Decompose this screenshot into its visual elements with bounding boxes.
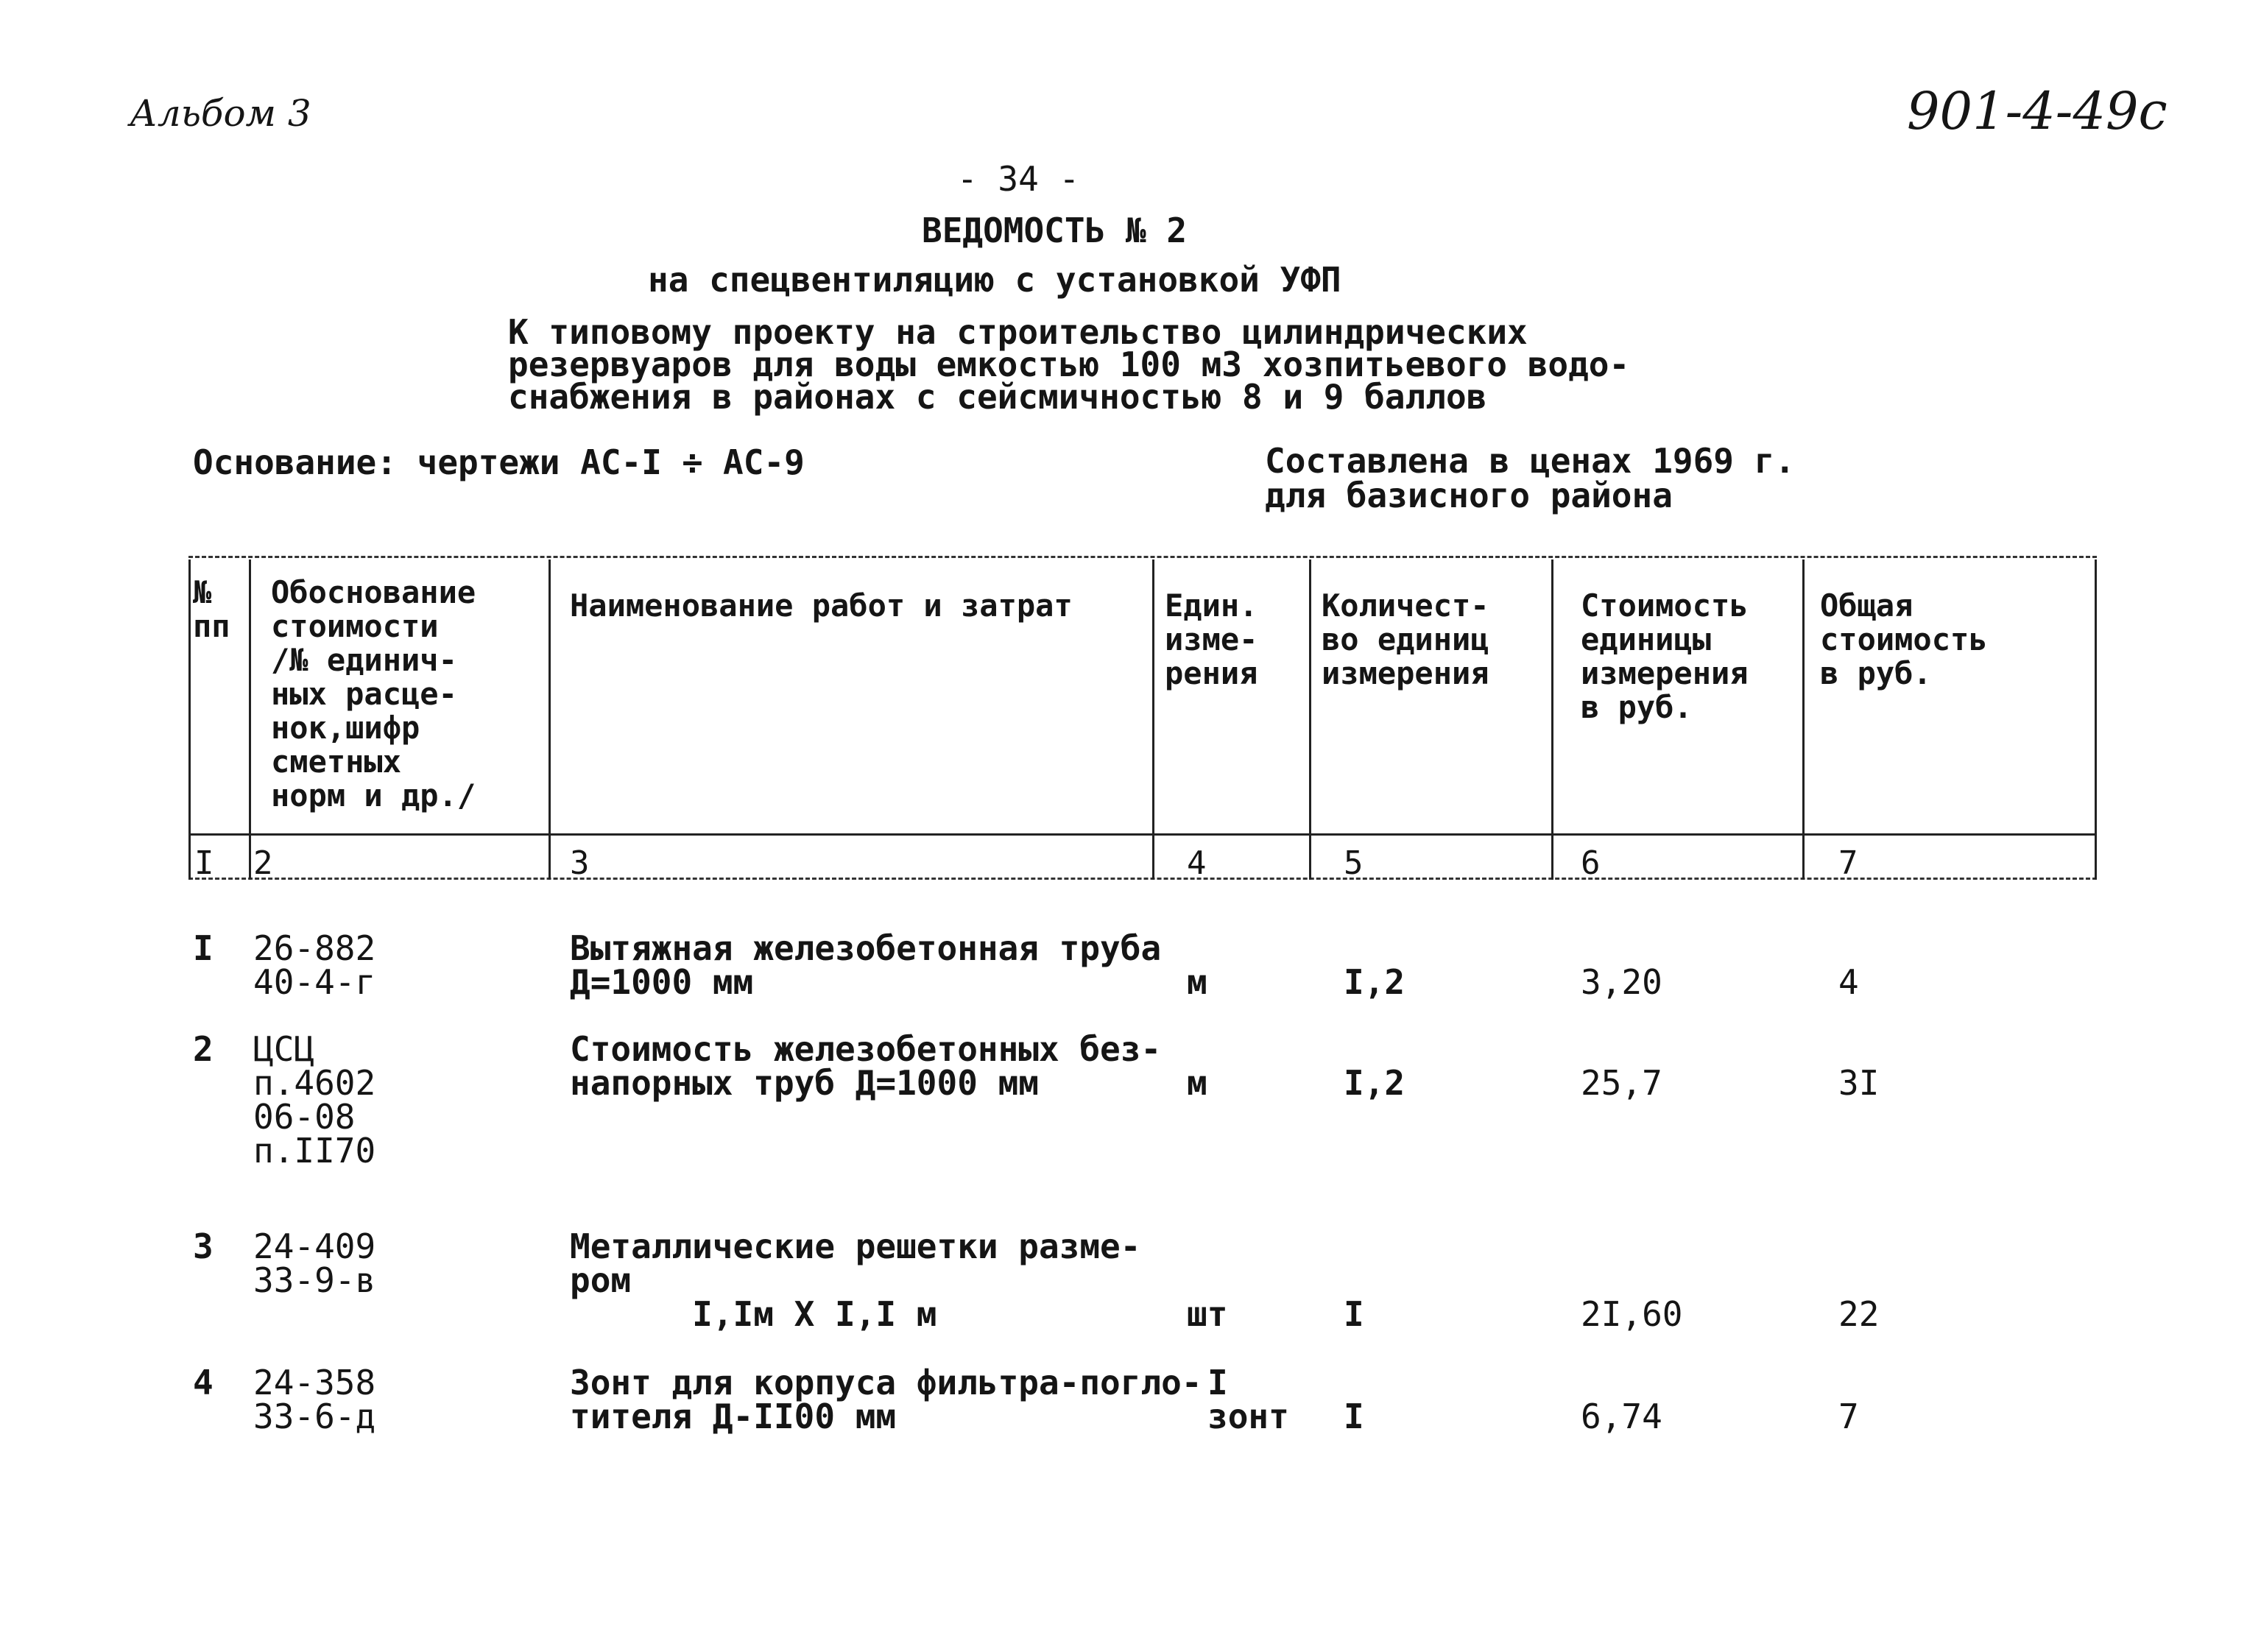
- column-number: 7: [1838, 844, 1858, 882]
- row-number: 3: [193, 1226, 214, 1266]
- header-work-name: Наименование работ и затрат: [570, 587, 1073, 624]
- table-header-rule: [188, 833, 2097, 836]
- header-basis: Обоснование стоимости /№ единич- ных расце- нок,шифр сметных норм и др./: [271, 574, 476, 813]
- table-border-left: [188, 560, 191, 880]
- column-divider: [1802, 560, 1805, 880]
- table-top-rule: [188, 556, 2097, 558]
- statement-subtitle: на спецвентиляцию с установкой УФП: [648, 260, 1341, 300]
- table-colnum-rule: [188, 878, 2097, 880]
- row-number: 2: [193, 1029, 214, 1069]
- row-unit-cost: 6,74: [1581, 1397, 1662, 1436]
- column-divider: [1551, 560, 1553, 880]
- table-border-right: [2095, 560, 2097, 880]
- description-line-2: резервуаров для воды емкостью 100 м3 хозпитьевого водо-: [508, 345, 1630, 384]
- header-total-cost: Общая стоимость в руб.: [1820, 587, 1988, 691]
- header-unit-cost: Стоимость единицы измерения в руб.: [1581, 587, 1749, 725]
- row-work-name: Зонт для корпуса фильтра-погло- тителя Д-II00 мм: [570, 1363, 1202, 1436]
- row-total-cost: 4: [1838, 962, 1859, 1002]
- row-unit: м: [1187, 1063, 1207, 1103]
- column-divider: [249, 560, 251, 880]
- header-quantity: Количест- во единиц измерения: [1322, 587, 1489, 691]
- row-unit: шт: [1187, 1294, 1228, 1334]
- row-unit-cost: 2I,60: [1581, 1294, 1683, 1334]
- statement-title: ВЕДОМОСТЬ № 2: [922, 211, 1188, 250]
- prices-note-1: Составлена в ценах 1969 г.: [1265, 441, 1796, 481]
- row-work-name: Вытяжная железобетонная труба Д=1000 мм: [570, 928, 1162, 1002]
- column-number: 6: [1581, 844, 1601, 882]
- row-basis: ЦСЦ п.4602 06-08 п.II70: [253, 1029, 376, 1171]
- row-total-cost: 22: [1838, 1294, 1880, 1334]
- row-total-cost: 3I: [1838, 1063, 1880, 1103]
- row-unit: м: [1187, 962, 1207, 1002]
- basis-note: Основание: чертежи АС-I ÷ АС-9: [193, 442, 805, 482]
- column-number: I: [194, 844, 214, 882]
- column-divider: [549, 560, 551, 880]
- row-quantity: I,2: [1344, 1063, 1405, 1103]
- row-work-name: Стоимость железобетонных без- напорных труб Д=1000 мм: [570, 1029, 1162, 1103]
- row-number: 4: [193, 1363, 214, 1402]
- row-quantity: I: [1344, 1294, 1364, 1334]
- row-unit-cost: 25,7: [1581, 1063, 1662, 1103]
- column-number: 5: [1344, 844, 1364, 882]
- row-basis: 24-358 33-6-д: [253, 1363, 376, 1436]
- row-quantity: I,2: [1344, 962, 1405, 1002]
- page-number: - 34 -: [957, 159, 1080, 199]
- column-number: 2: [253, 844, 273, 882]
- album-label: Альбом 3: [130, 92, 311, 135]
- row-unit: I зонт: [1207, 1363, 1289, 1436]
- column-divider: [1309, 560, 1311, 880]
- header-unit: Един. изме- рения: [1165, 587, 1258, 691]
- row-number: I: [193, 928, 214, 968]
- project-code: 901-4-49с: [1907, 81, 2167, 141]
- column-divider: [1152, 560, 1154, 880]
- row-unit-cost: 3,20: [1581, 962, 1662, 1002]
- description-line-1: К типовому проекту на строительство цилиндрических: [508, 312, 1528, 352]
- row-quantity: I: [1344, 1397, 1364, 1436]
- row-basis: 24-409 33-9-в: [253, 1226, 376, 1300]
- row-total-cost: 7: [1838, 1397, 1859, 1436]
- prices-note-2: для базисного района: [1265, 476, 1673, 515]
- column-number: 3: [570, 844, 590, 882]
- row-work-name: Металлические решетки разме- ром I,Iм X I,I м: [570, 1226, 1141, 1334]
- description-line-3: снабжения в районах с сейсмичностью 8 и 9 баллов: [508, 377, 1487, 417]
- header-number: № пп: [193, 574, 230, 644]
- row-basis: 26-882 40-4-г: [253, 928, 376, 1002]
- column-number: 4: [1187, 844, 1207, 882]
